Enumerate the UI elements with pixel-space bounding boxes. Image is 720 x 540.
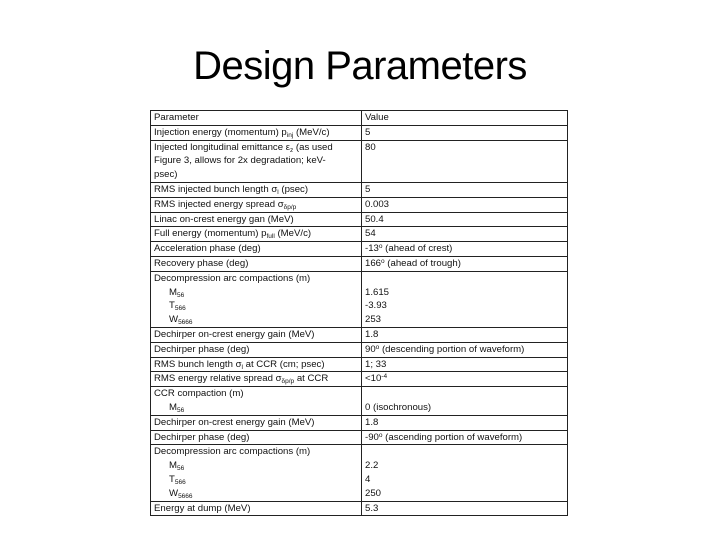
- text: 90: [365, 343, 376, 355]
- parameter-cell: [151, 197, 362, 212]
- sub-value: 253: [365, 314, 382, 326]
- text: Dechirper phase (deg): [154, 431, 250, 443]
- value-cell: 1.8: [362, 327, 568, 342]
- value-cell: [362, 342, 568, 357]
- sub-parameter: [154, 313, 361, 327]
- value-cell: [362, 242, 568, 257]
- text: (psec): [278, 183, 309, 195]
- symbol: M: [169, 401, 177, 413]
- table-row: [151, 140, 568, 182]
- line: [154, 141, 361, 155]
- subscript: 56: [177, 291, 185, 299]
- sub-parameter: [154, 487, 361, 501]
- slide-title: Design Parameters: [193, 44, 527, 88]
- parameter-cell: [151, 357, 362, 372]
- text: RMS bunch length σ: [154, 358, 242, 370]
- text: Acceleration phase (deg): [154, 243, 261, 255]
- parameter-cell: [151, 501, 362, 516]
- text: Injected longitudinal emittance ε: [154, 141, 291, 153]
- parameter-cell: [151, 445, 362, 501]
- table-row: [151, 430, 568, 445]
- text: (as used: [293, 141, 333, 153]
- text: (ascending portion of waveform): [382, 431, 523, 443]
- parameter-cell: [151, 327, 362, 342]
- spacer: [365, 445, 567, 459]
- text: Full energy (momentum) p: [154, 228, 267, 240]
- parameter-cell: [151, 271, 362, 327]
- text: Injection energy (momentum) p: [154, 126, 287, 138]
- sub-value: 250: [365, 487, 382, 499]
- value-cell: 54: [362, 227, 568, 242]
- subscript: 56: [177, 465, 185, 473]
- table-row: [151, 501, 568, 516]
- subscript: 5666: [178, 319, 193, 327]
- symbol: T: [169, 473, 175, 485]
- line: psec): [154, 169, 178, 181]
- superscript: o: [381, 257, 385, 265]
- table-header-row: [151, 111, 568, 126]
- text: (MeV/c): [293, 126, 330, 138]
- text: (descending portion of waveform): [379, 343, 525, 355]
- table-row: [151, 327, 568, 342]
- table-row: [151, 256, 568, 271]
- subscript: z: [290, 146, 294, 154]
- value-cell: [362, 387, 568, 416]
- value-cell: 0.003: [362, 197, 568, 212]
- value-cell: [362, 430, 568, 445]
- parameter-cell: [151, 342, 362, 357]
- text: <10: [365, 373, 382, 385]
- spacer: [365, 387, 567, 401]
- value-cell: 5.3: [362, 501, 568, 516]
- group-label: Decompression arc compactions (m): [154, 446, 311, 458]
- parameter-cell: [151, 372, 362, 387]
- subscript: l: [277, 188, 279, 196]
- parameter-cell: [151, 387, 362, 416]
- spacer: [365, 272, 567, 286]
- sub-parameter: [154, 286, 361, 300]
- text: RMS energy relative spread σ: [154, 373, 282, 385]
- text: (MeV/c): [274, 228, 312, 240]
- table-row: [151, 415, 568, 430]
- table-row: [151, 182, 568, 197]
- value-cell: [362, 271, 568, 327]
- text: -90: [365, 431, 379, 443]
- table-row: [151, 125, 568, 140]
- symbol: T: [169, 300, 175, 312]
- parameter-cell: [151, 125, 362, 140]
- value-cell: 5: [362, 125, 568, 140]
- sub-parameter: [154, 459, 361, 473]
- superscript: o: [378, 431, 383, 439]
- parameter-cell: [151, 430, 362, 445]
- sub-value: 0 (isochronous): [365, 401, 432, 413]
- parameter-cell: [151, 227, 362, 242]
- subscript: δp/p: [281, 378, 295, 386]
- text: at CCR: [294, 373, 329, 385]
- sub-value: 4: [365, 473, 371, 485]
- symbol: W: [169, 487, 179, 499]
- subscript: δp/p: [283, 203, 297, 211]
- design-parameters-table: [150, 110, 568, 516]
- symbol: M: [169, 460, 177, 472]
- text: (ahead of trough): [384, 257, 461, 269]
- symbol: M: [169, 286, 177, 298]
- parameter-cell: [151, 182, 362, 197]
- superscript: -4: [381, 373, 388, 381]
- table-row: [151, 271, 568, 327]
- subscript: l: [241, 363, 243, 371]
- table-row: [151, 212, 568, 227]
- header-parameter: Parameter: [151, 111, 362, 126]
- table-row: [151, 387, 568, 416]
- text: RMS injected energy spread σ: [154, 198, 284, 210]
- symbol: W: [169, 314, 179, 326]
- group-label: CCR compaction (m): [154, 388, 244, 400]
- value-cell: 1.8: [362, 415, 568, 430]
- parameter-cell: [151, 256, 362, 271]
- parameter-cell: [151, 242, 362, 257]
- value-cell: 1; 33: [362, 357, 568, 372]
- value-cell: 80: [362, 140, 568, 182]
- subscript: full: [266, 233, 275, 241]
- sub-value: -3.93: [365, 300, 387, 312]
- parameter-cell: [151, 140, 362, 182]
- line: Figure 3, allows for 2x degradation; keV-: [154, 155, 326, 167]
- text: Energy at dump (MeV): [154, 502, 251, 514]
- sub-parameter: [154, 299, 361, 313]
- superscript: o: [375, 343, 380, 351]
- subscript: inj: [286, 131, 294, 139]
- text: Recovery phase (deg): [154, 257, 249, 269]
- value-cell: 50.4: [362, 212, 568, 227]
- text: Linac on-crest energy gan (MeV): [154, 213, 294, 225]
- table-row: [151, 372, 568, 387]
- table-row: [151, 197, 568, 212]
- text: Dechirper on-crest energy gain (MeV): [154, 328, 315, 340]
- parameter-cell: [151, 415, 362, 430]
- group-label: Decompression arc compactions (m): [154, 272, 311, 284]
- subscript: 5666: [178, 492, 193, 500]
- text: Dechirper on-crest energy gain (MeV): [154, 416, 315, 428]
- subscript: 566: [174, 305, 186, 313]
- sub-value: 2.2: [365, 460, 379, 472]
- subscript: 566: [174, 478, 186, 486]
- value-cell: 5: [362, 182, 568, 197]
- text: -13: [365, 243, 379, 255]
- text: 166: [365, 257, 382, 269]
- table-row: [151, 445, 568, 501]
- text: Dechirper phase (deg): [154, 343, 250, 355]
- subscript: 56: [177, 406, 185, 414]
- table-row: [151, 357, 568, 372]
- value-cell: [362, 372, 568, 387]
- parameter-cell: [151, 212, 362, 227]
- value-cell: [362, 256, 568, 271]
- text: (ahead of crest): [382, 243, 453, 255]
- header-value: Value: [362, 111, 568, 126]
- value-cell: [362, 445, 568, 501]
- sub-parameter: [154, 473, 361, 487]
- table-row: [151, 227, 568, 242]
- text: at CCR (cm; psec): [242, 358, 325, 370]
- sub-parameter: [154, 401, 361, 415]
- table-row: [151, 242, 568, 257]
- table-row: [151, 342, 568, 357]
- superscript: o: [378, 243, 383, 251]
- text: RMS injected bunch length σ: [154, 183, 278, 195]
- sub-value: 1.615: [365, 286, 390, 298]
